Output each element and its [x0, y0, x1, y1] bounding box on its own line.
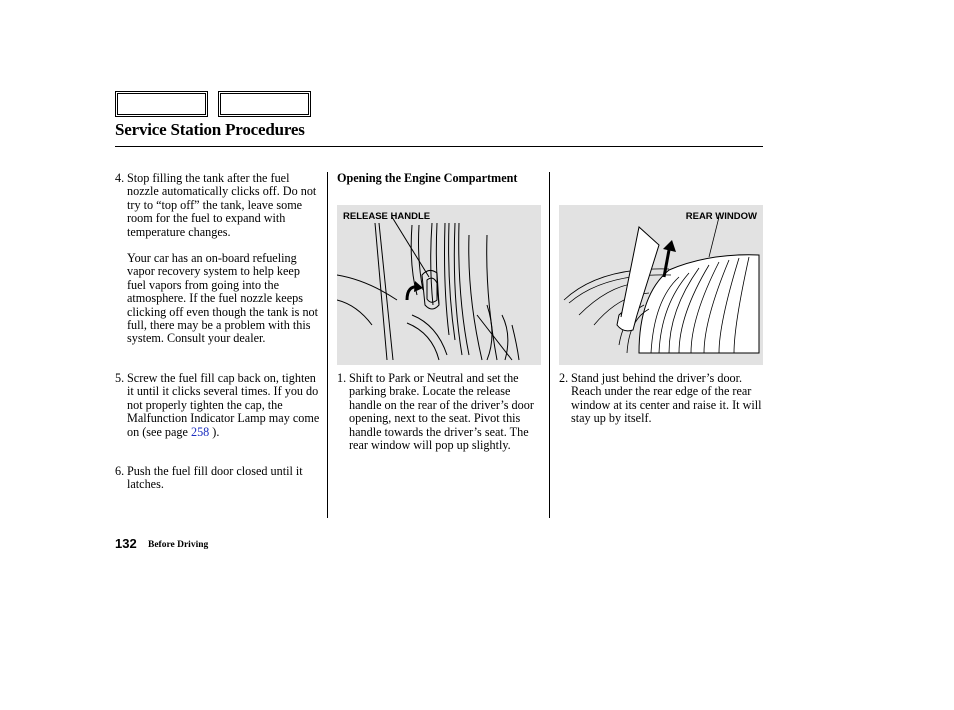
- step-text-start: Screw the fuel fill cap back on, tighten it until it clicks several times. If you do not properly tighten the cap, the Malfunction Indicator Lamp may come on (see page: [127, 371, 320, 439]
- rear-window-figure: [559, 205, 763, 365]
- step-number: 2.: [559, 371, 569, 385]
- section-name: Before Driving: [148, 540, 209, 550]
- release-handle-figure: [337, 205, 541, 365]
- step-number: 6.: [115, 464, 125, 478]
- title-divider: [115, 146, 763, 147]
- step-4: [115, 172, 320, 239]
- rear-window-illustration: [559, 205, 763, 365]
- step-text-end: ).: [209, 424, 220, 439]
- step-number: 1.: [337, 371, 347, 385]
- step-6: [115, 465, 320, 492]
- release-handle-illustration: [337, 205, 541, 365]
- note-text: Your car has an on-board refueling vapor recovery system to help keep fuel vapors from going into the atmosphere. If the fuel nozzle keeps clicking off even though the tank is not full, there may be a problem with this system. Consult your dealer.: [127, 251, 319, 346]
- step-1: [337, 372, 542, 452]
- step-text: [127, 372, 320, 439]
- figure-label: REAR WINDOW: [685, 211, 757, 222]
- figure-label: RELEASE HANDLE: [343, 211, 431, 222]
- step-text: Stop filling the tank after the fuel nozzle automatically clicks off. Do not try to “top off” the tank, leave some room for the fuel to expand with temperature changes.: [127, 171, 317, 239]
- step-number: 5.: [115, 371, 125, 385]
- section-heading: Opening the Engine Compartment: [337, 171, 518, 185]
- step-number: 4.: [115, 171, 125, 185]
- step-text: Push the fuel fill door closed until it latches.: [127, 464, 303, 492]
- page-number: 132: [115, 536, 137, 551]
- column-divider-2: [549, 172, 550, 518]
- step-2: [559, 372, 769, 426]
- page-link[interactable]: 258: [190, 424, 210, 439]
- note-paragraph: [115, 252, 320, 346]
- step-5: [115, 372, 320, 439]
- page-title: Service Station Procedures: [115, 120, 305, 139]
- nav-button-previous[interactable]: [115, 91, 208, 117]
- column-divider-1: [327, 172, 328, 518]
- nav-button-next[interactable]: [218, 91, 311, 117]
- step-text: Shift to Park or Neutral and set the parking brake. Locate the release handle on the rear of the driver’s door opening, next to the seat. Pivot this handle towards the driver’s seat. The rear window will pop up slightly.: [349, 371, 534, 453]
- step-text: Stand just behind the driver’s door. Reach under the rear edge of the rear window at its center and raise it. It will stay up by itself.: [571, 371, 762, 426]
